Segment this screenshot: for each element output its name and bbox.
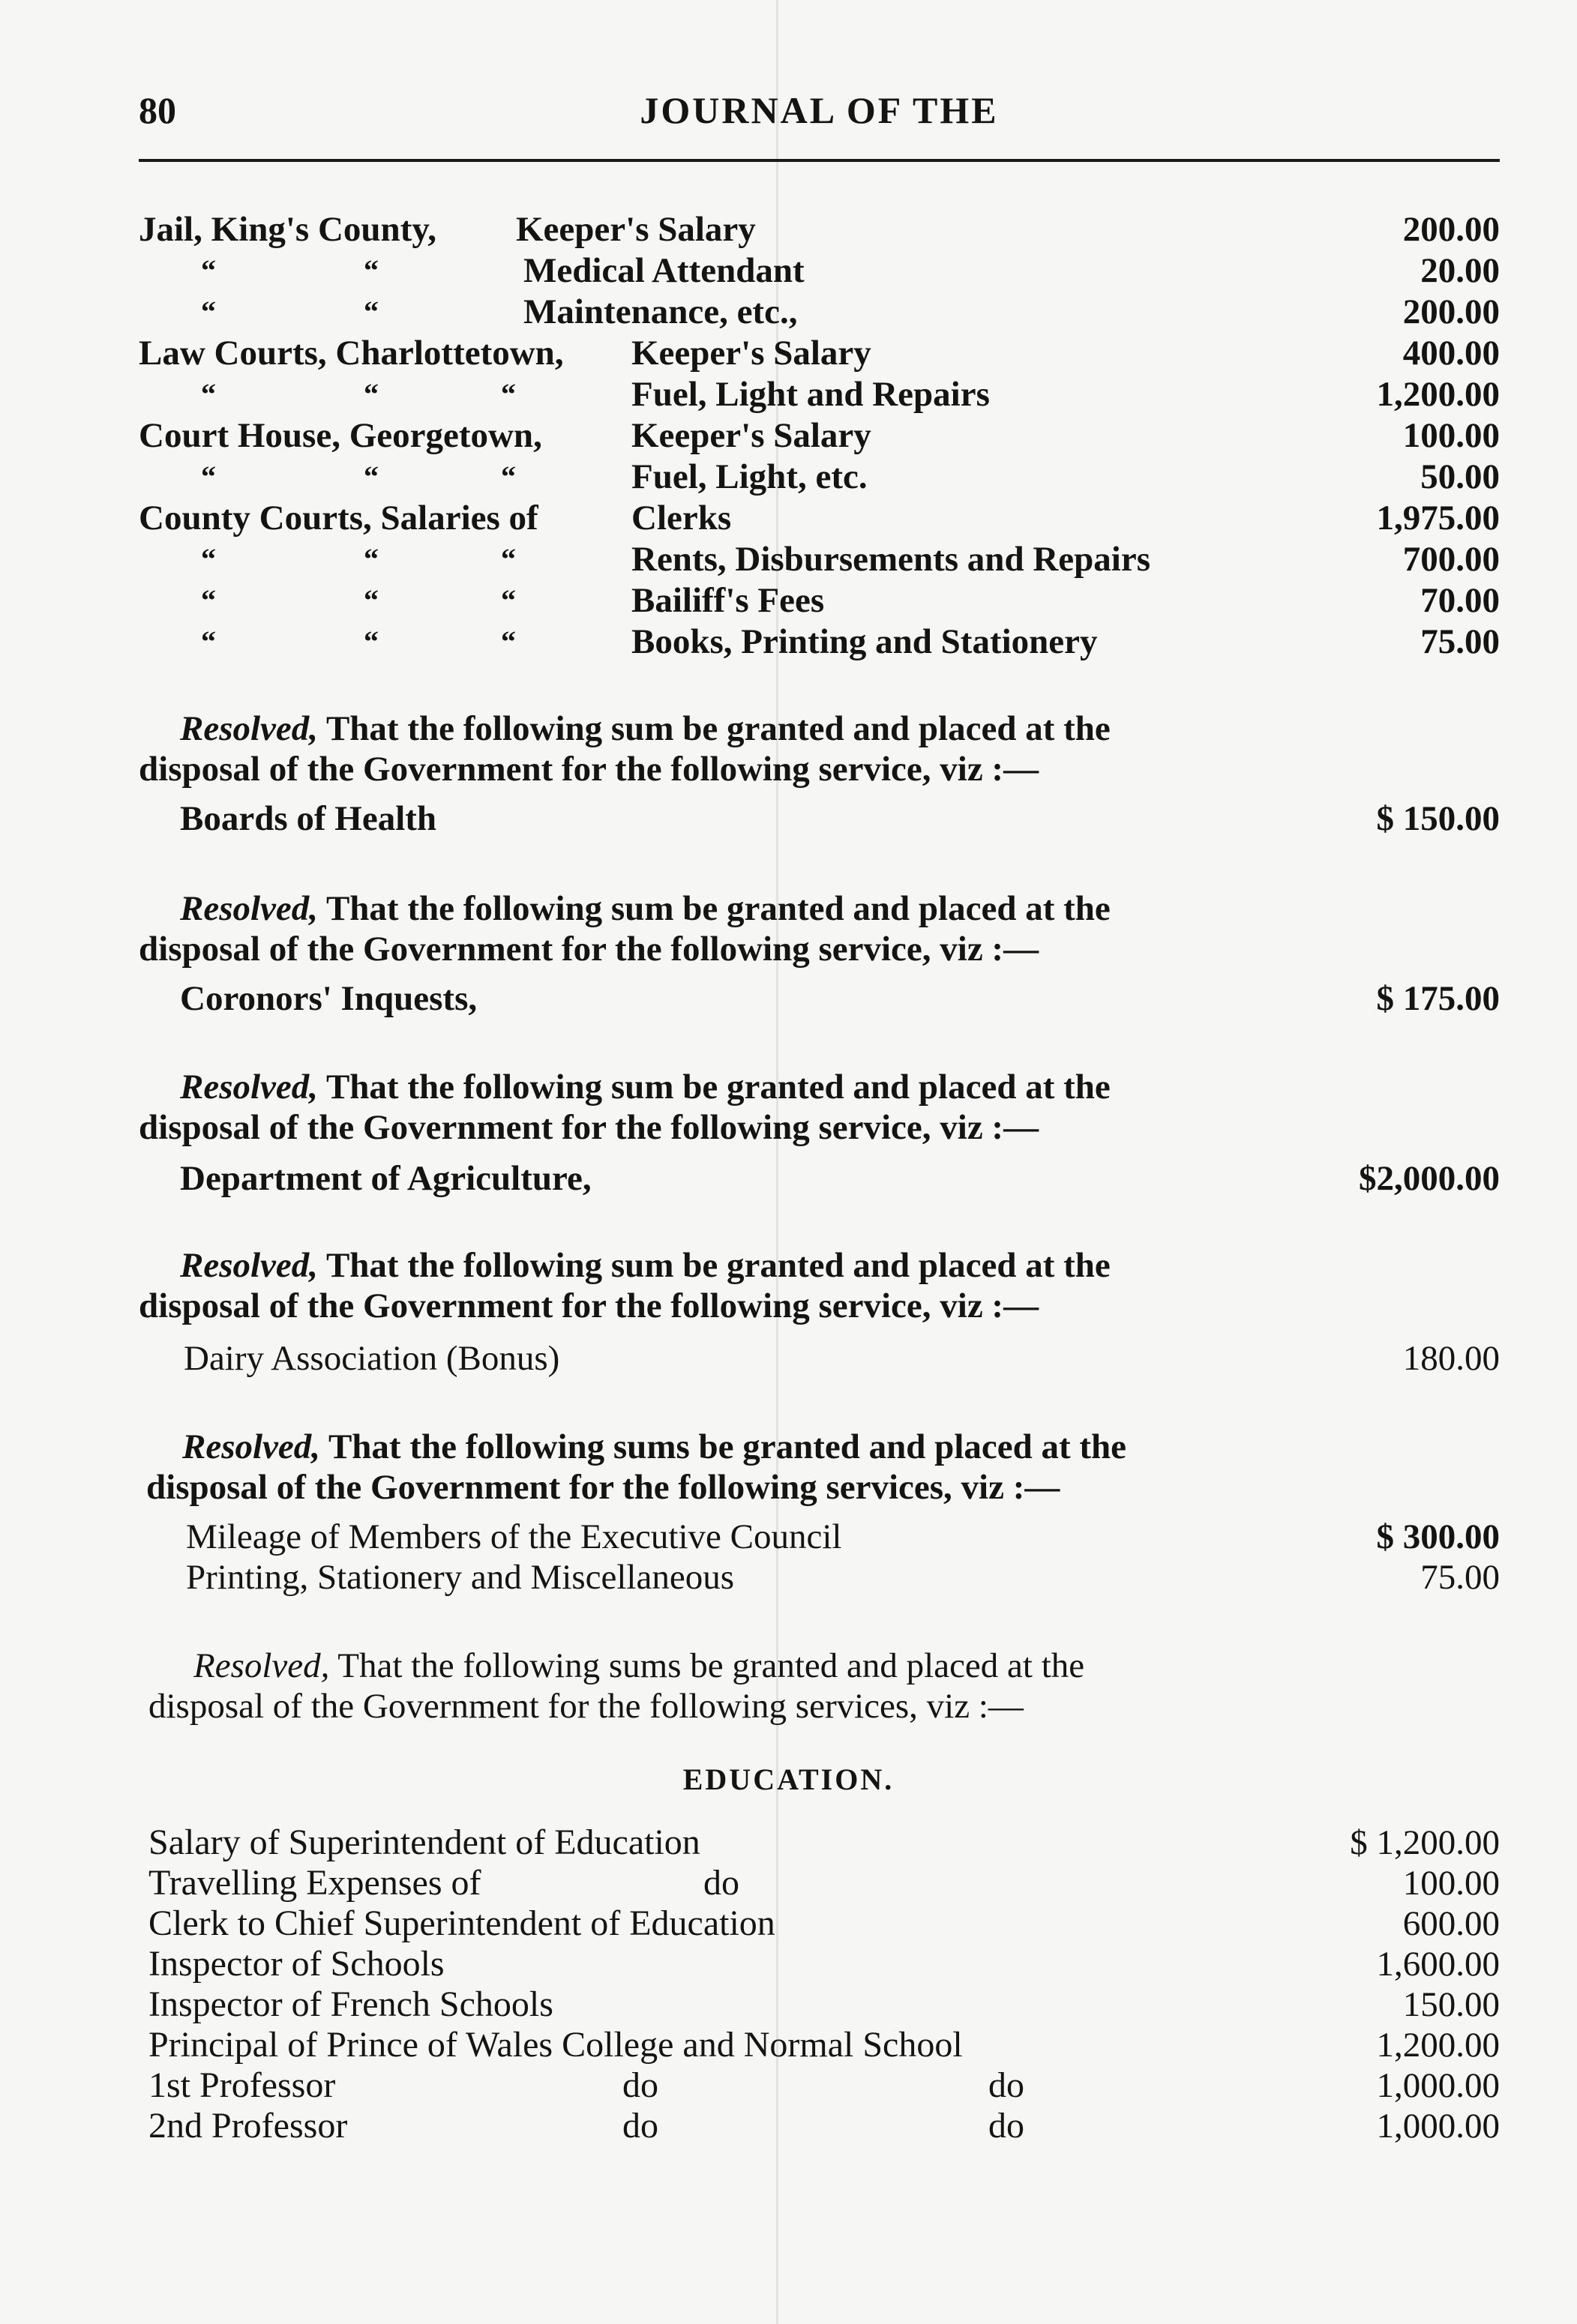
row-2-amount: 20.00 <box>1420 251 1500 290</box>
resolved-word: Resolved, <box>180 709 319 748</box>
resolved-word: Resolved, <box>180 1246 319 1285</box>
row-10-col2: Bailiff's Fees <box>631 581 825 620</box>
resolution-line-1: That the following sums be granted and placed at the <box>337 1646 1085 1685</box>
edu-row-label: Inspector of Schools <box>148 1944 445 1984</box>
ditto-mark: “ <box>364 583 379 617</box>
edu-row-amount: 150.00 <box>1402 1985 1500 2024</box>
edu-row-label: Principal of Prince of Wales College and Normal School <box>148 2025 963 2065</box>
resolution-line-2: disposal of the Government for the following services, viz :— <box>148 1687 1024 1726</box>
page-number: 80 <box>139 89 176 131</box>
resolution-line-1: That the following sum be granted and placed at the <box>325 1068 1111 1107</box>
row-9-col2: Rents, Disbursements and Repairs <box>631 540 1150 579</box>
running-head: JOURNAL OF THE <box>640 89 999 131</box>
edu-row-do: do <box>622 2065 658 2105</box>
resolved-word: Resolved, <box>182 1427 321 1466</box>
resolution-line-2: disposal of the Government for the following services, viz :— <box>146 1468 1060 1507</box>
ditto-mark: “ <box>364 624 379 658</box>
row-7-col2: Fuel, Light, etc. <box>631 457 868 496</box>
edu-row-amount: 1,000.00 <box>1376 2107 1500 2146</box>
edu-row-do: do <box>703 1863 739 1903</box>
item-amount: $ 300.00 <box>1376 1517 1500 1556</box>
row-10-amount: 70.00 <box>1420 581 1500 620</box>
ditto-mark: “ <box>364 295 379 328</box>
row-7-amount: 50.00 <box>1420 457 1500 496</box>
row-8-col2: Clerks <box>631 499 732 538</box>
item-label: Department of Agriculture, <box>180 1159 592 1198</box>
resolved-word: Resolved, <box>180 889 319 928</box>
edu-row-label: 2nd Professor <box>148 2106 348 2146</box>
row-5-amount: 1,200.00 <box>1376 375 1500 414</box>
row-5-col2: Fuel, Light and Repairs <box>631 375 990 414</box>
edu-row-do: do <box>988 2065 1024 2105</box>
row-3-col2: Maintenance, etc., <box>523 292 798 331</box>
ditto-mark: “ <box>364 460 379 493</box>
page-header <box>139 88 1500 141</box>
resolution-line-1: That the following sum be granted and placed at the <box>325 889 1111 928</box>
resolution-line-1: That the following sum be granted and placed at the <box>325 1246 1111 1285</box>
edu-row-label: 1st Professor <box>148 2065 336 2105</box>
item-amount: 180.00 <box>1402 1339 1500 1378</box>
row-6-col2: Keeper's Salary <box>631 416 871 455</box>
item-amount: 75.00 <box>1420 1558 1500 1597</box>
ditto-mark: “ <box>201 253 216 287</box>
ditto-mark: “ <box>501 460 516 493</box>
ditto-mark: “ <box>501 624 516 658</box>
row-8-col1: County Courts, Salaries of <box>139 499 538 538</box>
edu-row-label: Clerk to Chief Superintendent of Education <box>148 1903 775 1943</box>
row-4-amount: 400.00 <box>1402 334 1500 373</box>
row-4-col2: Keeper's Salary <box>631 334 871 373</box>
resolution-line-2: disposal of the Government for the following service, viz :— <box>139 750 1039 789</box>
edu-row-amount: $ 1,200.00 <box>1350 1823 1500 1862</box>
item-amount: $ 175.00 <box>1376 979 1500 1018</box>
edu-row-label: Inspector of French Schools <box>148 1984 553 2024</box>
ditto-mark: “ <box>201 542 216 576</box>
row-3-amount: 200.00 <box>1402 292 1500 331</box>
item-label: Dairy Association (Bonus) <box>184 1339 560 1378</box>
row-1-col1: Jail, King's County, <box>139 210 436 249</box>
row-11-col2: Books, Printing and Stationery <box>631 622 1098 661</box>
item-label: Printing, Stationery and Miscellaneous <box>186 1558 735 1597</box>
item-amount: $2,000.00 <box>1359 1159 1500 1198</box>
ditto-mark: “ <box>364 377 379 411</box>
ditto-mark: “ <box>201 295 216 328</box>
edu-row-do: do <box>988 2106 1024 2146</box>
edu-row-amount: 600.00 <box>1402 1904 1500 1943</box>
row-6-amount: 100.00 <box>1402 416 1500 455</box>
resolution-line-2: disposal of the Government for the following service, viz :— <box>139 1286 1039 1325</box>
ditto-mark: “ <box>501 377 516 411</box>
item-amount: $ 150.00 <box>1376 799 1500 838</box>
edu-row-amount: 100.00 <box>1402 1864 1500 1903</box>
resolution-line-2: disposal of the Government for the following service, viz :— <box>139 1108 1039 1147</box>
item-label: Boards of Health <box>180 799 437 838</box>
item-label: Coronors' Inquests, <box>180 979 478 1018</box>
ditto-mark: “ <box>201 460 216 493</box>
item-label: Mileage of Members of the Executive Council <box>186 1517 842 1556</box>
edu-row-amount: 1,600.00 <box>1376 1945 1500 1984</box>
edu-row-do: do <box>622 2106 658 2146</box>
row-8-amount: 1,975.00 <box>1376 499 1500 538</box>
resolution-line-1: That the following sums be granted and placed at the <box>328 1427 1127 1466</box>
edu-row-label: Salary of Superintendent of Education <box>148 1822 700 1862</box>
ditto-mark: “ <box>501 542 516 576</box>
row-9-amount: 700.00 <box>1402 540 1500 579</box>
ditto-mark: “ <box>364 542 379 576</box>
ditto-mark: “ <box>201 583 216 617</box>
row-11-amount: 75.00 <box>1420 622 1500 661</box>
resolution-line-2: disposal of the Government for the following service, viz :— <box>139 930 1039 969</box>
header-rule <box>139 159 1500 162</box>
ditto-mark: “ <box>364 253 379 287</box>
resolved-word: Resolved, <box>193 1646 330 1685</box>
edu-row-amount: 1,200.00 <box>1376 2026 1500 2065</box>
row-1-col2: Keeper's Salary <box>516 210 756 249</box>
row-6-col1: Court House, Georgetown, <box>139 416 542 455</box>
resolution-line-1: That the following sum be granted and placed at the <box>325 709 1111 748</box>
ditto-mark: “ <box>501 583 516 617</box>
row-1-amount: 200.00 <box>1402 210 1500 249</box>
ditto-mark: “ <box>201 377 216 411</box>
section-title: EDUCATION. <box>682 1762 895 1796</box>
resolved-word: Resolved, <box>180 1068 319 1107</box>
row-2-col2: Medical Attendant <box>523 251 805 290</box>
edu-row-amount: 1,000.00 <box>1376 2066 1500 2105</box>
row-4-col1: Law Courts, Charlottetown, <box>139 334 564 373</box>
ditto-mark: “ <box>201 624 216 658</box>
edu-row-label: Travelling Expenses of <box>148 1863 481 1903</box>
